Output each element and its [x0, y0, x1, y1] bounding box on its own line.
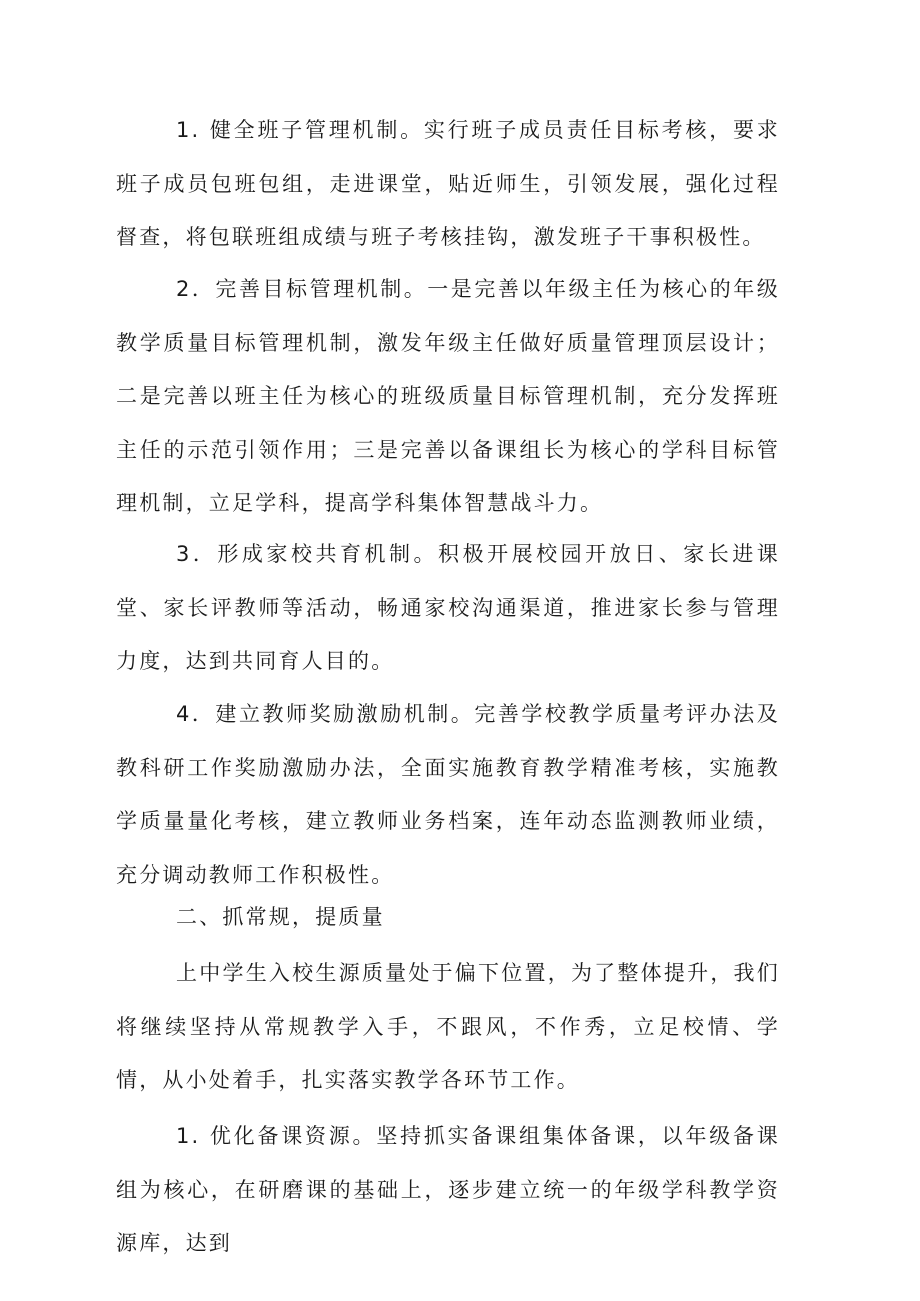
paragraph-leadership-mechanism: 1. 健全班子管理机制。实行班子成员责任目标考核，要求班子成员包班包组，走进课堂，贴近师生，引领发展，强化过程督查，将包联班组成绩与班子考核挂钩，激发班子干事积极性。 — [116, 118, 780, 249]
paragraph-target-management: 2．完善目标管理机制。一是完善以年级主任为核心的年级教学质量目标管理机制，激发年级主任做好质量管理顶层设计；二是完善以班主任为核心的班级质量目标管理机制，充分发挥班主任的示范引领作用；三是完善以备课组长为核心的学科目标管理机制，立足学科，提高学科集体智慧战斗力。 — [116, 277, 780, 515]
paragraph-lesson-prep: 1. 优化备课资源。坚持抓实备课组集体备课，以年级备课组为核心，在研磨课的基础上，逐步建立统一的年级学科教学资源库，达到 — [116, 1124, 780, 1255]
section-heading: 二、抓常规，提质量 — [176, 905, 385, 929]
paragraph-routine-intro: 上中学生入校生源质量处于偏下位置，为了整体提升，我们将继续坚持从常规教学入手，不跟风，不作秀，立足校情、学情，从小处着手，扎实落实教学各环节工作。 — [116, 961, 780, 1092]
paragraph-home-school: 3．形成家校共育机制。积极开展校园开放日、家长进课堂、家长评教师等活动，畅通家校沟通渠道，推进家长参与管理力度，达到共同育人目的。 — [116, 542, 780, 673]
paragraph-teacher-incentive: 4．建立教师奖励激励机制。完善学校教学质量考评办法及教科研工作奖励激励办法，全面实施教育教学精准考核，实施教学质量量化考核，建立教师业务档案，连年动态监测教师业绩，充分调动教师工作积极性。 — [116, 702, 780, 887]
